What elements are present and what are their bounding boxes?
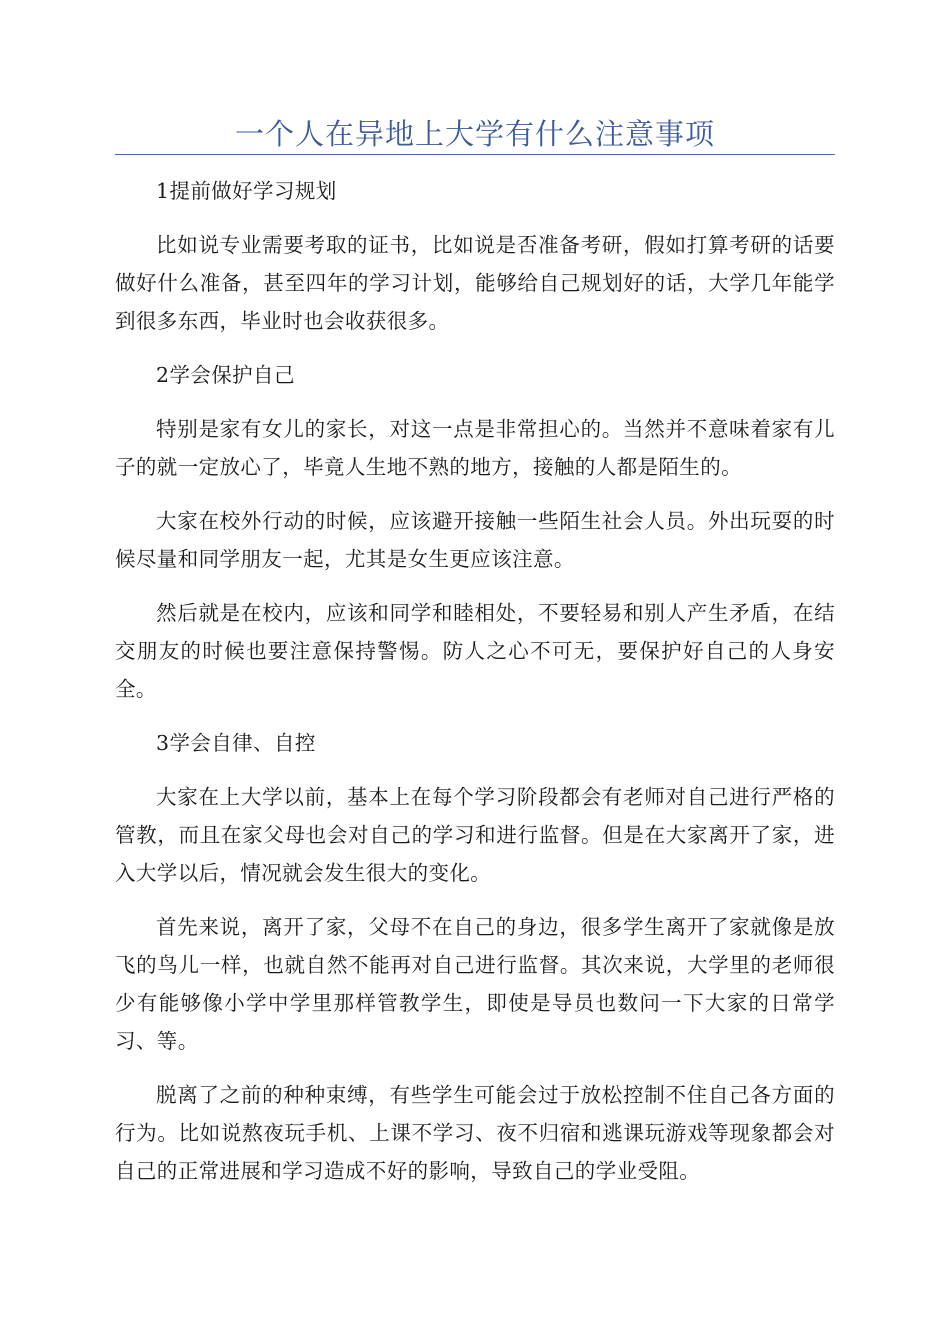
section-heading-self-discipline: 3学会自律、自控 bbox=[156, 731, 316, 755]
document-title: 一个人在异地上大学有什么注意事项 bbox=[234, 117, 715, 151]
paragraph: 大家在上大学以前，基本上在每个学习阶段都会有老师对自己进行严格的管教，而且在家父母也会对自己的学习和进行监督。但是在大家离开了家，进入大学以后，情况就会发生很大的变化。 bbox=[115, 785, 835, 885]
section-heading-self-protection: 2学会保护自己 bbox=[156, 363, 295, 387]
paragraph: 比如说专业需要考取的证书，比如说是否准备考研，假如打算考研的话要做好什么准备，甚至四年的学习计划，能够给自己规划好的话，大学几年能学到很多东西，毕业时也会收获很多。 bbox=[115, 233, 835, 333]
paragraph: 然后就是在校内，应该和同学和睦相处，不要轻易和别人产生矛盾，在结交朋友的时候也要注意保持警惕。防人之心不可无，要保护好自己的人身安全。 bbox=[115, 601, 835, 701]
paragraph: 首先来说，离开了家，父母不在自己的身边，很多学生离开了家就像是放飞的鸟儿一样，也就自然不能再对自己进行监督。其次来说，大学里的老师很少有能够像小学中学里那样管教学生，即使是导员也数问一下大家的日常学习、等。 bbox=[115, 915, 835, 1053]
paragraph: 大家在校外行动的时候，应该避开接触一些陌生社会人员。外出玩耍的时候尽量和同学朋友一起，尤其是女生更应该注意。 bbox=[115, 509, 835, 571]
paragraph: 脱离了之前的种种束缚，有些学生可能会过于放松控制不住自己各方面的行为。比如说熬夜玩手机、上课不学习、夜不归宿和逃课玩游戏等现象都会对自己的正常进展和学习造成不好的影响，导致自己的学业受阻。 bbox=[115, 1083, 835, 1183]
section-heading-planning: 1提前做好学习规划 bbox=[156, 179, 337, 203]
paragraph: 特别是家有女儿的家长，对这一点是非常担心的。当然并不意味着家有儿子的就一定放心了，毕竟人生地不熟的地方，接触的人都是陌生的。 bbox=[115, 417, 835, 479]
document-body bbox=[115, 172, 835, 1206]
title-underline bbox=[115, 154, 835, 155]
